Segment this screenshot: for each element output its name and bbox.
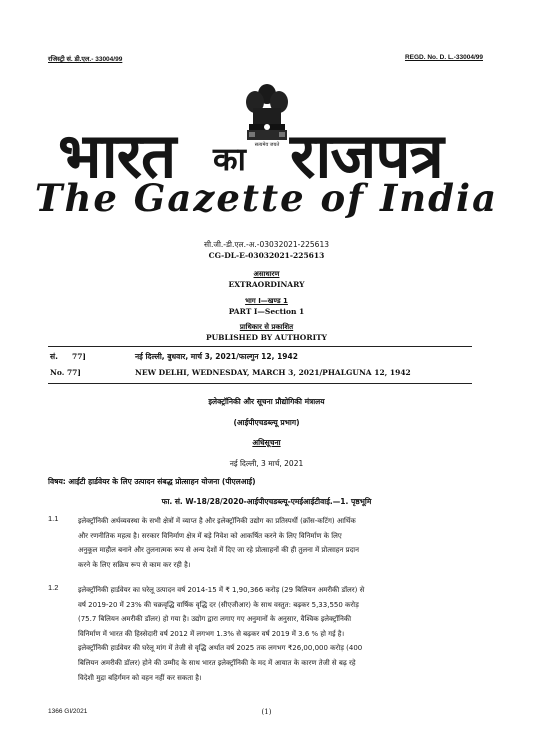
paragraph-line: विनिर्माण में भारत की हिस्सेदारी वर्ष 2012 में लगभग 1.3% से बढ़कर वर्ष 2019 में 3.6 % हो गई है। — [78, 629, 345, 638]
registration-number-english: REGD. No. D. L.-33004/99 — [404, 54, 483, 61]
masthead-hindi-bharat: भारत — [58, 119, 176, 192]
masthead-english: The Gazette of India — [34, 176, 499, 220]
issue-number-hindi: 77] — [72, 352, 86, 361]
issue-date-hindi: नई दिल्ली, बुधवार, मार्च 3, 2021/फाल्गुन 12, 1942 — [135, 352, 298, 361]
masthead-hindi-rajpatra: राजपत्र — [290, 119, 443, 192]
place-date: नई दिल्ली, 3 मार्च, 2021 — [229, 459, 304, 468]
paragraph-number: 1.1 — [48, 514, 59, 523]
issue-number-label-hindi: सं. — [50, 352, 58, 361]
paragraph-text — [78, 514, 474, 572]
authority-label-hindi: प्राधिकार से प्रकाशित — [239, 323, 294, 331]
registration-number-hindi: रजिस्ट्री सं. डी.एल.- 33004/99 — [48, 56, 123, 63]
notification-title: अधिसूचना — [252, 438, 281, 447]
paragraph-number: 1.2 — [48, 583, 59, 592]
part-label-english: PART I—Section 1 — [228, 307, 305, 316]
extraordinary-label-english: EXTRAORDINARY — [228, 280, 305, 289]
paragraph-line: बिलियन अमरीकी डॉलर) होने की उम्मीद के साथ भारत इलेक्ट्रॉनिकी के मद में आयात के कारण तेजी से बढ़ रहे — [78, 658, 356, 667]
division-name: (आईपीएचडब्ल्यू प्रभाग) — [233, 418, 300, 427]
paragraph-line: करने के लिए सक्रिय रूप से काम कर रही है। — [78, 560, 191, 569]
issue-number-english: No. 77] — [50, 368, 81, 377]
masthead-hindi-ka: का — [213, 140, 246, 178]
part-label-hindi: भाग I—खण्ड 1 — [245, 297, 288, 305]
cg-id-english: CG-DL-E-03032021-225613 — [208, 251, 325, 260]
extraordinary-label-hindi: असाधारण — [253, 270, 280, 278]
subject-line: विषय: आईटी हार्डवेयर के लिए उत्पादन संबद्ध प्रोत्साहन योजना (पीएलआई) — [48, 477, 256, 486]
paragraph-line: वर्ष 2019-20 में 23% की चक्रवृद्धि वार्षिक वृद्धि दर (सीएजीआर) के साथ वस्तुत: बढ़कर 5,33,550 करोड़ — [78, 600, 359, 609]
paragraph-line: इलेक्ट्रॉनिकी हार्डवेयर की घरेलू मांग में तेजी से वृद्धि अर्थात वर्ष 2025 तक लगभग ₹26,00,000 करोड़ (400 — [78, 644, 363, 653]
paragraph-line: इलेक्ट्रॉनिकी अर्थव्यवस्था के सभी क्षेत्रों में व्याप्त है और इलेक्ट्रॉनिकी उद्योग का प्रतिस्पर्धी (क्रॉस-कटिंग) आर्थिक — [78, 517, 356, 525]
paragraph-text — [78, 583, 474, 685]
paragraph-line: इलेक्ट्रॉनिकी हार्डवेयर का घरेलू उत्पादन वर्ष 2014-15 में ₹ 1,90,366 करोड़ (29 बिलियन अमरीकी डॉलर) से — [78, 586, 365, 594]
page-number: (1) — [261, 708, 272, 716]
ministry-name: इलेक्ट्रॉनिकी और सूचना प्रौद्योगिकी मंत्रालय — [208, 397, 325, 406]
paragraph-line: अनुकूल माहौल बनाने और तुलनात्मक रूप से अन्य देशों में दिए जा रहे प्रोत्साहनों की ही तुलना में प्रोत्साहन प्रदान — [78, 546, 359, 555]
emblem-motto: सत्यमेव जयते — [254, 142, 280, 148]
file-number: फा. सं. W-18/28/2020-आईपीएचडब्ल्यू-एमईआईटीवाई.—1. पृष्ठभूमि — [161, 497, 372, 506]
issue-date-english: NEW DELHI, WEDNESDAY, MARCH 3, 2021/PHALGUNA 12, 1942 — [135, 368, 411, 377]
cg-id-hindi: सी.जी.-डी.एल.-अ.-03032021-225613 — [204, 240, 329, 249]
authority-label-english: PUBLISHED BY AUTHORITY — [205, 333, 328, 342]
paragraph-line: और रणनीतिक महत्व है। सरकार विनिर्माण क्षेत्र में बड़े निवेश को आकर्षित करने के लिए विनिर्माण के लिए — [78, 531, 342, 540]
paragraph-line: विदेशी मुद्रा बहिर्गमन को वहन नहीं कर सकता है। — [78, 673, 202, 682]
paragraph-line: (75.7 बिलियन अमरीकी डॉलर) हो गया है। उद्योग द्वारा लगाए गए अनुमानों के अनुसार, वैश्विक इलेक्ट्रॉनिकी — [78, 615, 352, 624]
divider-bottom — [48, 383, 472, 384]
divider-top — [48, 346, 472, 347]
footer-code: 1366 GI/2021 — [48, 708, 88, 715]
